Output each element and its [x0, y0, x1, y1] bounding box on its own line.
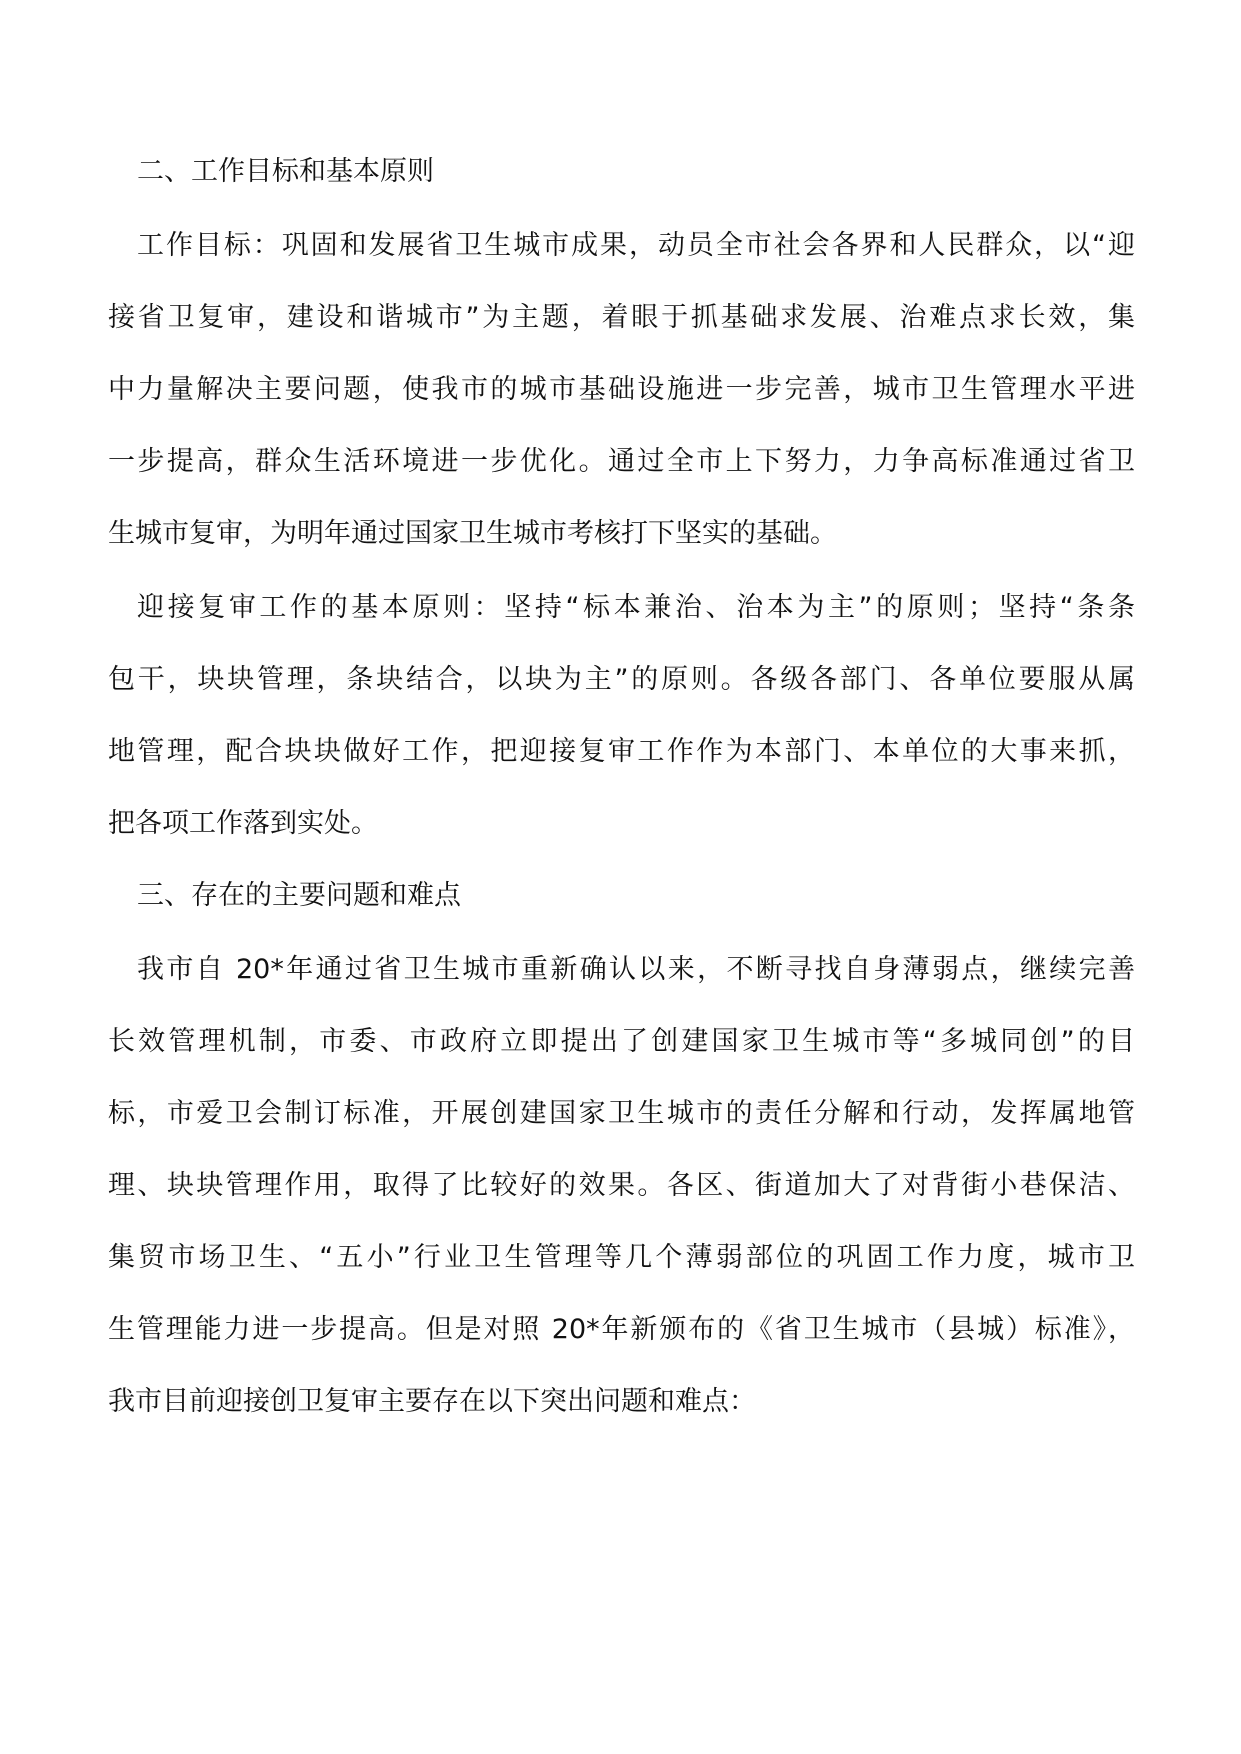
section-heading-goals-principles: 二、工作目标和基本原则 [137, 156, 434, 187]
section-heading-problems: 三、存在的主要问题和难点 [137, 880, 461, 911]
paragraph-line: 集贸市场卫生、“五小”行业卫生管理等几个薄弱部位的巩固工作力度，城市卫 [108, 1242, 1135, 1273]
paragraph-line: 一步提高，群众生活环境进一步优化。通过全市上下努力，力争高标准通过省卫 [108, 446, 1135, 477]
paragraph-line: 地管理，配合块块做好工作，把迎接复审工作作为本部门、本单位的大事来抓， [108, 736, 1135, 767]
paragraph-line: 我市自 20*年通过省卫生城市重新确认以来，不断寻找自身薄弱点，继续完善 [137, 954, 1135, 985]
paragraph-line: 理、块块管理作用，取得了比较好的效果。各区、街道加大了对背街小巷保洁、 [108, 1170, 1135, 1201]
paragraph-line: 生管理能力进一步提高。但是对照 20*年新颁布的《省卫生城市（县城）标准》， [108, 1314, 1135, 1345]
paragraph-line: 标，市爱卫会制订标准，开展创建国家卫生城市的责任分解和行动，发挥属地管 [108, 1098, 1135, 1129]
paragraph-line: 把各项工作落到实处。 [108, 808, 378, 839]
paragraph-line: 长效管理机制，市委、市政府立即提出了创建国家卫生城市等“多城同创”的目 [108, 1026, 1135, 1057]
paragraph-line: 生城市复审，为明年通过国家卫生城市考核打下坚实的基础。 [108, 518, 837, 549]
paragraph-line: 我市目前迎接创卫复审主要存在以下突出问题和难点： [108, 1386, 756, 1417]
paragraph-line: 迎接复审工作的基本原则：坚持“标本兼治、治本为主”的原则；坚持“条条 [137, 592, 1135, 623]
paragraph-line: 工作目标：巩固和发展省卫生城市成果，动员全市社会各界和人民群众，以“迎 [137, 230, 1135, 261]
paragraph-line: 包干，块块管理，条块结合，以块为主”的原则。各级各部门、各单位要服从属 [108, 664, 1135, 695]
paragraph-line: 接省卫复审，建设和谐城市”为主题，着眼于抓基础求发展、治难点求长效，集 [108, 302, 1135, 333]
paragraph-line: 中力量解决主要问题，使我市的城市基础设施进一步完善，城市卫生管理水平进 [108, 374, 1135, 405]
